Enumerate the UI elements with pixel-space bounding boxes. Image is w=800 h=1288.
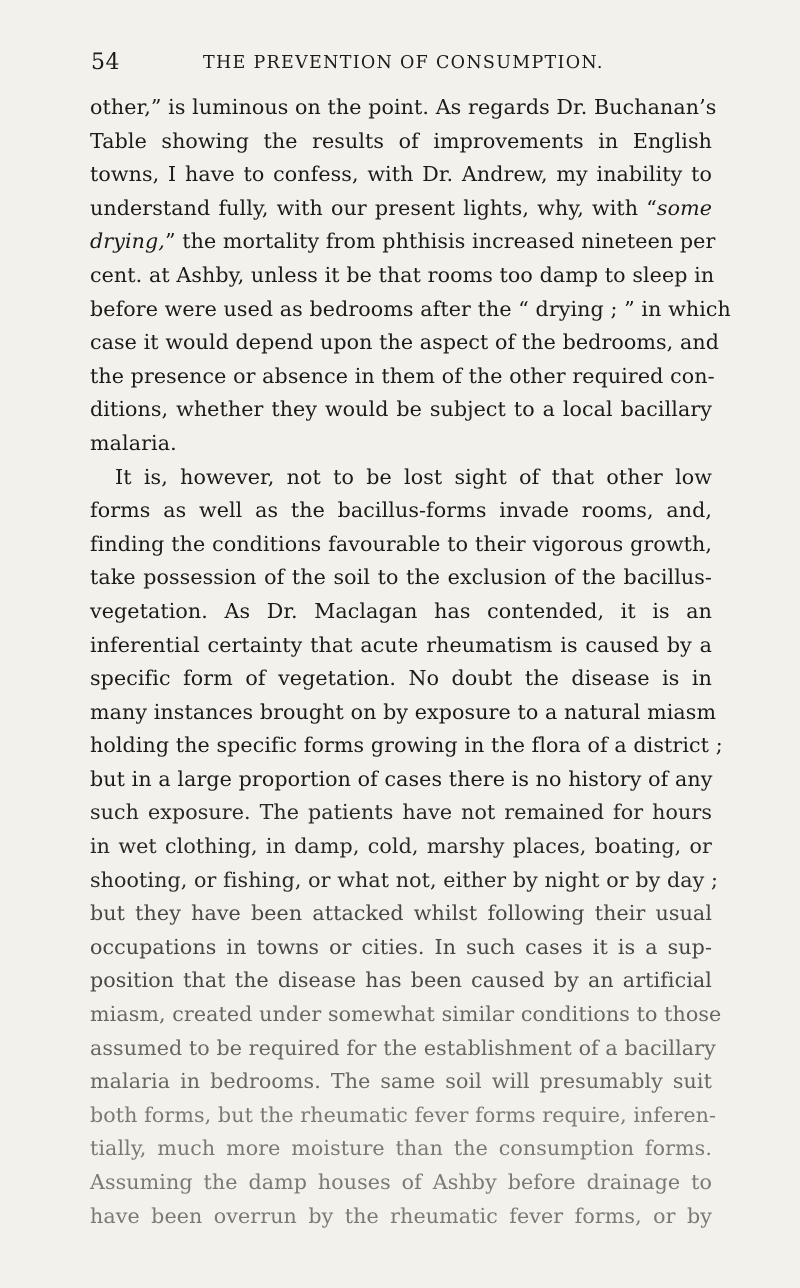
italic-text: some [656, 195, 712, 220]
text-line: assumed to be required for the establishment of a bacillary [90, 1035, 716, 1060]
text-line: finding the conditions favourable to their vigorous growth, [90, 531, 712, 556]
text-line: miasm, created under somewhat similar conditions to those [90, 1002, 722, 1027]
text-line [90, 192, 712, 226]
running-title: THE PREVENTION OF CONSUMPTION. [203, 53, 604, 73]
page-number: 54 [91, 50, 120, 75]
text-line: many instances brought on by exposure to a natural miasm [90, 699, 717, 724]
text-line: specific form of vegetation. No doubt the disease is in [90, 666, 712, 691]
text-line: towns, I have to confess, with Dr. Andrew, my inability to [90, 162, 712, 187]
text-line: take possession of the soil to the exclusion of the bacillus- [90, 565, 712, 590]
text-line: both forms, but the rheumatic fever forms require, inferen- [90, 1102, 717, 1127]
text-line: shooting, or fishing, or what not, either by night or by day ; [90, 867, 719, 892]
text-line: inferential certainty that acute rheumatism is caused by a [90, 632, 712, 657]
text-line: malaria. [90, 430, 177, 455]
paragraph-start-line: It is, however, not to be lost sight of that other low [115, 464, 712, 489]
text-line: the presence or absence in them of the other required con- [90, 363, 715, 388]
text-line: before were used as bedrooms after the “ drying ; ” in which [90, 296, 731, 321]
text-line: but in a large proportion of cases there is no history of any [90, 766, 713, 791]
text-line: holding the specific forms growing in the flora of a district ; [90, 733, 723, 758]
text-line: such exposure. The patients have not remained for hours [90, 800, 712, 825]
text-line: Assuming the damp houses of Ashby before drainage to [90, 1170, 712, 1194]
text-segment: ” the mortality from phthisis increased nineteen per [164, 229, 716, 254]
body-text [90, 91, 731, 1233]
text-line: Table showing the results of improvements in English [90, 128, 712, 153]
text-line: other,” is luminous on the point. As regards Dr. Buchanan’s [90, 95, 717, 119]
text-segment: understand fully, with our present lights, why, with “ [90, 195, 657, 220]
text-line: in wet clothing, in damp, cold, marshy places, boating, or [90, 834, 712, 859]
text-line: occupations in towns or cities. In such cases it is a sup- [90, 934, 712, 959]
text-line [90, 225, 716, 259]
text-line: have been overrun by the rheumatic fever forms, or by [90, 1203, 712, 1228]
text-line: tially, much more moisture than the consumption forms. [90, 1136, 712, 1161]
text-line: vegetation. As Dr. Maclagan has contended, it is an [90, 598, 712, 623]
text-line: position that the disease has been caused by an artificial [90, 968, 712, 993]
text-line: forms as well as the bacillus-forms invade rooms, and, [90, 498, 712, 523]
page-header [91, 50, 709, 90]
italic-text: drying, [90, 229, 165, 254]
text-line: but they have been attacked whilst following their usual [90, 901, 712, 926]
text-line: malaria in bedrooms. The same soil will presumably suit [90, 1069, 712, 1094]
text-line: case it would depend upon the aspect of the bedrooms, and [90, 330, 720, 355]
text-line: cent. at Ashby, unless it be that rooms too damp to sleep in [90, 262, 715, 287]
text-line: ditions, whether they would be subject to a local bacillary [90, 397, 712, 422]
